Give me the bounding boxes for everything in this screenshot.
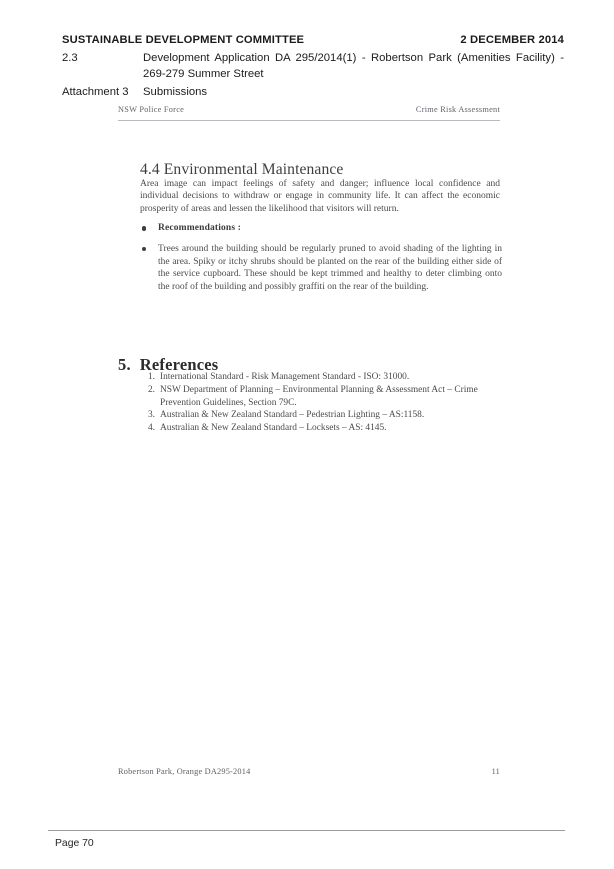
running-head-divider: [118, 120, 500, 121]
recommendations-label: Recommendations :: [158, 223, 242, 233]
references-title: References: [139, 354, 219, 374]
reference-text: NSW Department of Planning – Environmental Planning & Assessment Act – Crime Prevention Guidelines, Section 79C.: [160, 384, 478, 408]
running-head-left: NSW Police Force: [118, 105, 185, 114]
attachment-title: Submissions: [143, 86, 208, 99]
reference-marker: 3.: [147, 410, 155, 421]
document-footer: [118, 766, 500, 777]
list-item: [140, 222, 502, 235]
list-item: [141, 422, 501, 435]
agenda-item-number: 2.3: [62, 52, 78, 64]
list-item: [140, 243, 502, 294]
reference-text: International Standard - Risk Management Standard - ISO: 31000.: [160, 372, 410, 382]
references-number: 5.: [118, 354, 131, 374]
committee-name: SUSTAINABLE DEVELOPMENT COMMITTEE: [62, 34, 305, 46]
document-running-head: [118, 104, 500, 115]
document-page-number: 11: [491, 767, 500, 776]
reference-marker: 4.: [147, 423, 155, 434]
references-list: [141, 371, 501, 435]
page-footer-label: Page 70: [55, 838, 94, 849]
meeting-date: 2 DECEMBER 2014: [460, 34, 564, 46]
section-heading: 4.4 Environmental Maintenance: [140, 160, 344, 178]
bullet-icon: [142, 226, 146, 230]
attachment-label: Attachment 3: [62, 86, 129, 99]
agenda-item-title: Development Application DA 295/2014(1) - Robertson Park (Amenities Facility) - 269-279 Summer Street: [143, 52, 564, 80]
document-footer-left: Robertson Park, Orange DA295-2014: [118, 767, 251, 776]
reference-text: Australian & New Zealand Standard – Pedestrian Lighting – AS:1158.: [160, 410, 425, 421]
list-item: [141, 409, 501, 422]
reference-text: Australian & New Zealand Standard – Locksets – AS: 4145.: [160, 423, 387, 434]
list-item: [141, 371, 501, 384]
running-head-right: Crime Risk Assessment: [415, 105, 500, 114]
bullet-icon: [142, 247, 146, 251]
page-footer-divider: [48, 830, 565, 831]
recommendations-list: [140, 222, 502, 294]
section-body-paragraph: Area image can impact feelings of safety and danger; influence local confidence and individual decisions to withdraw or engage in community life. It can affect the economic prosperity of areas and lessen the likelihood that visitors will return.: [140, 178, 500, 214]
recommendation-text: Trees around the building should be regularly pruned to avoid shading of the lighting in the area. Spiky or itchy shrubs should be planted on the rear of the building either side of the service cupboard. These should be kept trimmed and healthy to deter climbing onto the roof of the building and possibly graffiti on the rear of the building.: [158, 243, 502, 293]
reference-marker: 2.: [147, 384, 155, 395]
reference-marker: 1.: [147, 372, 155, 382]
list-item: [141, 384, 501, 410]
